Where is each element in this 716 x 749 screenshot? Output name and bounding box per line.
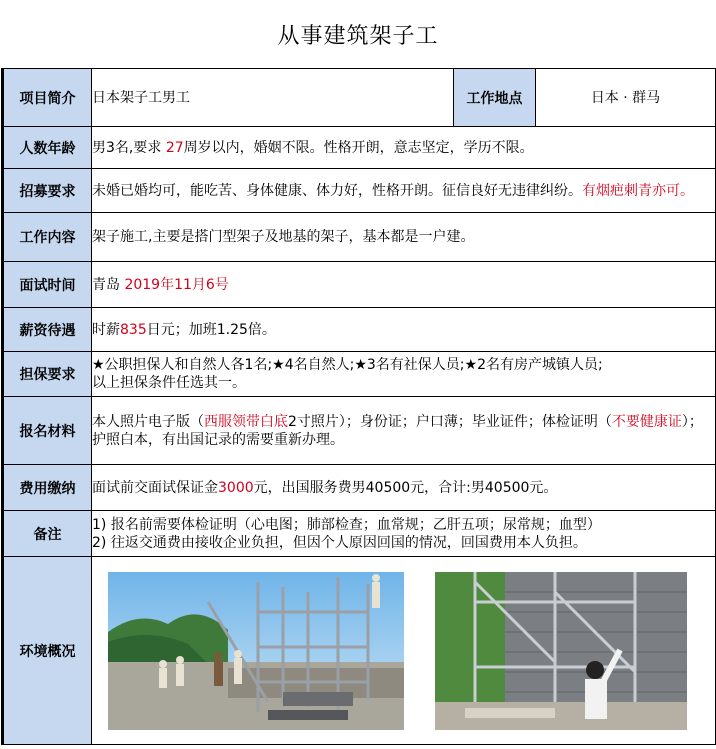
row-materials — [3, 397, 716, 465]
label-recruit: 招募要求 — [3, 169, 92, 213]
value-recruit — [92, 169, 716, 213]
value-interview — [92, 262, 716, 308]
recruit-text: 未婚已婚均可，能吃苦、身体健康、体力好，性格开朗。征信良好无违律纠纷。 — [92, 182, 582, 199]
row-environment — [3, 557, 716, 745]
row-intro — [3, 69, 716, 127]
row-guarantee — [3, 352, 716, 397]
notes-line-2: 2) 往返交通费由接收企业负担，但因个人原因回国的情况，回国费用本人负担。 — [92, 534, 587, 551]
row-age — [3, 127, 716, 169]
row-interview — [3, 262, 716, 308]
info-table — [1, 68, 716, 745]
row-work — [3, 213, 716, 262]
fees-text-2: 元，出国服务费男40500元，合计:男40500元。 — [253, 479, 558, 496]
label-salary: 薪资待遇 — [3, 308, 92, 352]
value-guarantee — [92, 352, 716, 397]
label-intro: 项目简介 — [3, 69, 92, 127]
page-title: 从事建筑架子工 — [277, 23, 439, 49]
label-fees: 费用缴纳 — [3, 465, 92, 511]
interview-date: 2019年11月6号 — [124, 276, 229, 293]
materials-text-1: 本人照片电子版（ — [92, 413, 204, 430]
salary-text-1: 时薪 — [92, 321, 120, 338]
label-location: 工作地点 — [454, 69, 536, 127]
notes-line-1: 1) 报名前需要体检证明（心电图；肺部检查；血常规；乙肝五项；尿常规；血型） — [92, 516, 601, 533]
value-intro: 日本架子工男工 — [92, 69, 454, 127]
label-age: 人数年龄 — [3, 127, 92, 169]
value-materials — [92, 397, 716, 465]
salary-text-2: 日元；加班1.25倍。 — [146, 321, 276, 338]
value-notes — [92, 511, 716, 557]
row-fees — [3, 465, 716, 511]
guarantee-line-1: ★公职担保人和自然人各1名;★4名自然人;★3名有社保人员;★2名有房产城镇人员; — [92, 357, 603, 373]
row-recruit — [3, 169, 716, 213]
materials-text-2: 2寸照片）；身份证；户口薄；毕业证件；体检证明（ — [288, 413, 612, 430]
row-notes — [3, 511, 716, 557]
label-environment: 环境概况 — [3, 557, 92, 745]
label-work: 工作内容 — [3, 213, 92, 262]
materials-photo-req: 西服领带白底 — [204, 413, 288, 430]
age-limit: 27 — [165, 139, 184, 156]
fees-text-1: 面试前交面试保证金 — [92, 479, 218, 496]
guarantee-line-2: 以上担保条件任选其一。 — [92, 375, 246, 391]
label-guarantee: 担保要求 — [3, 352, 92, 397]
fees-deposit: 3000 — [218, 479, 254, 496]
scaffold-site-photo-1 — [108, 572, 404, 730]
value-environment — [92, 557, 716, 745]
materials-no-health-cert: 不要健康证 — [611, 413, 682, 430]
salary-rate: 835 — [120, 321, 147, 338]
value-salary — [92, 308, 716, 352]
value-age — [92, 127, 716, 169]
label-materials: 报名材料 — [3, 397, 92, 465]
recruit-tattoo-note: 有烟疤刺青亦可。 — [582, 182, 694, 199]
interview-city: 青岛 — [92, 276, 125, 293]
age-text-1: 男3名,要求 — [92, 139, 166, 156]
materials-text-3: ）；护照白本，有出国记录的需要重新办理。 — [92, 413, 703, 448]
label-notes: 备注 — [3, 511, 92, 557]
value-location: 日本 · 群马 — [536, 69, 716, 127]
label-interview: 面试时间 — [3, 262, 92, 308]
value-fees — [92, 465, 716, 511]
row-salary — [3, 308, 716, 352]
scaffold-site-photo-2 — [435, 572, 687, 730]
value-work: 架子施工,主要是搭门型架子及地基的架子，基本都是一户建。 — [92, 213, 716, 262]
age-text-2: 周岁以内，婚姻不限。性格开朗，意志坚定，学历不限。 — [183, 139, 534, 156]
